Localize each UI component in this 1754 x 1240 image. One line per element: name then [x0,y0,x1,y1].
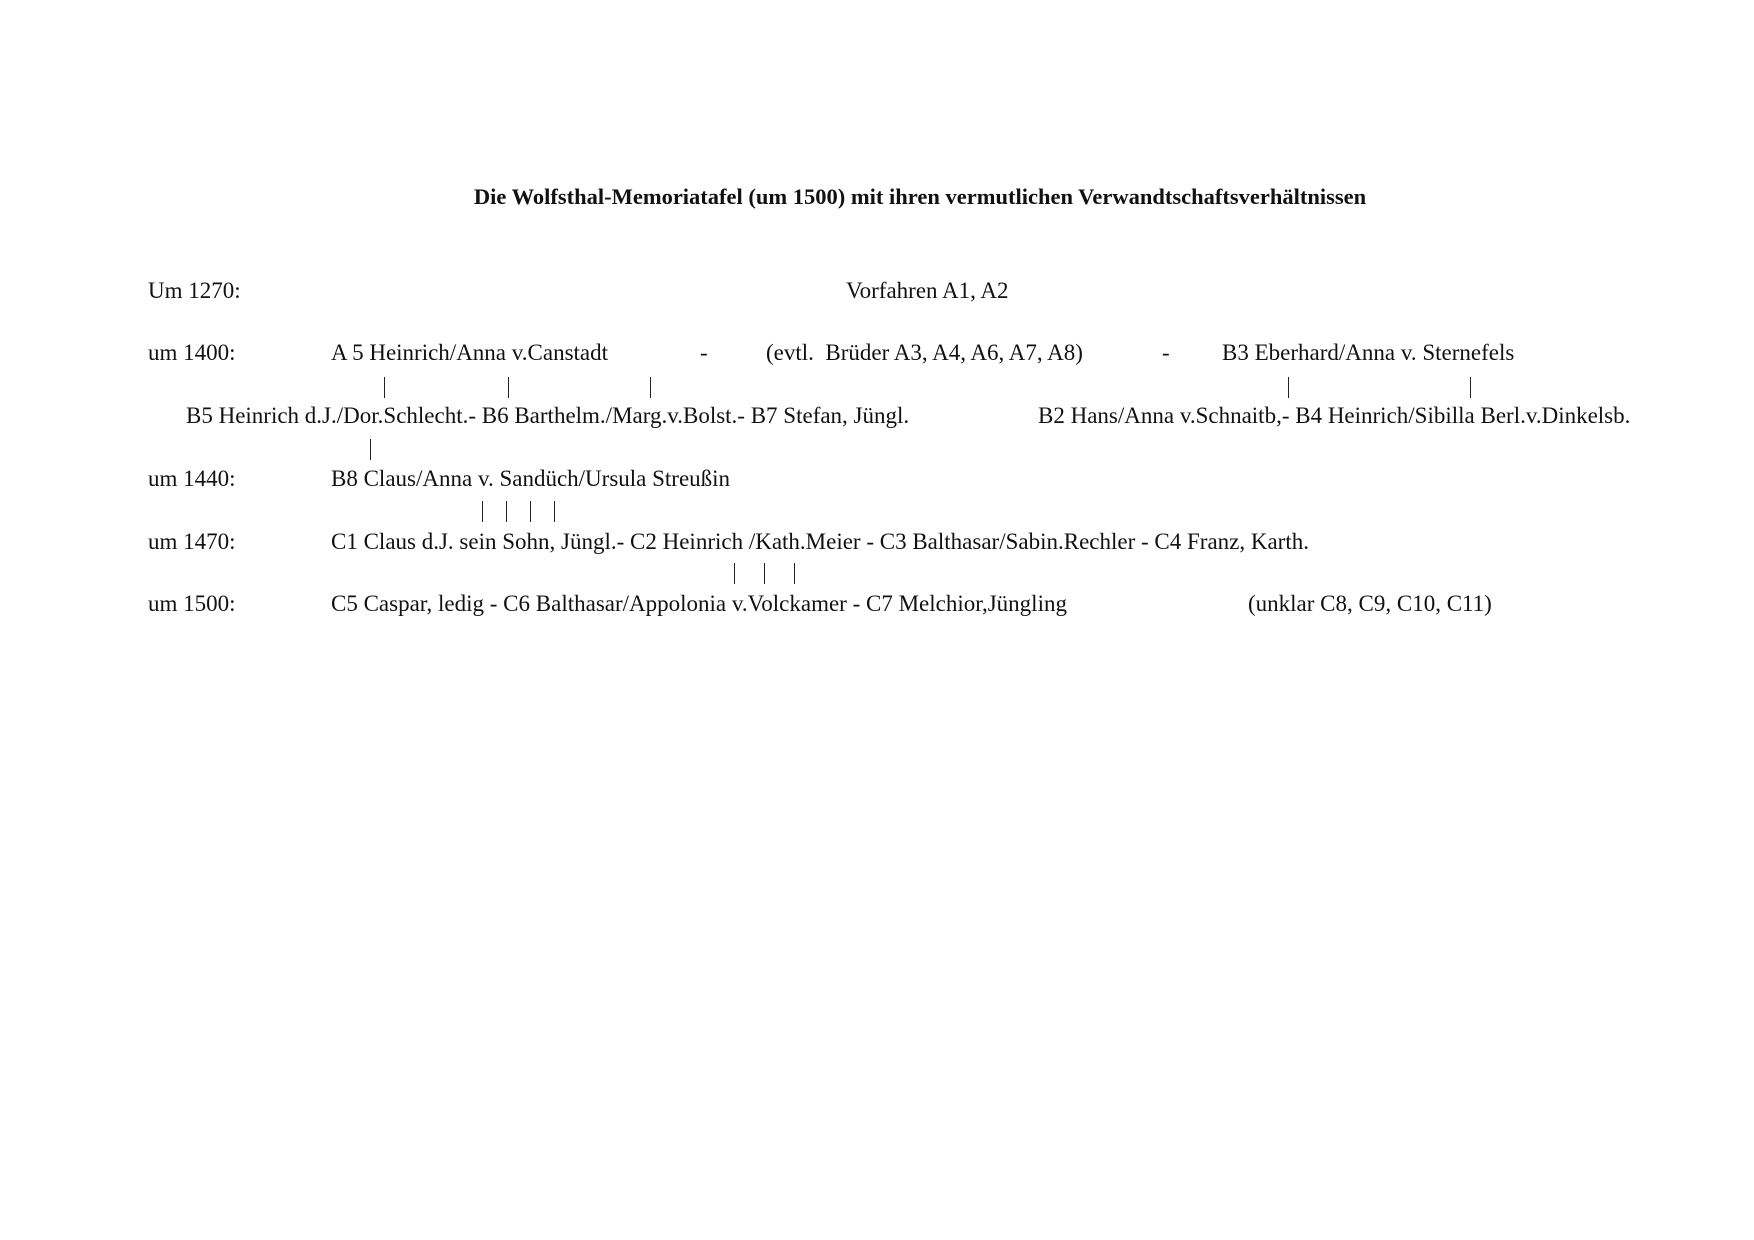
connector-line [650,377,651,398]
row-1400-dash-2: - [1162,340,1170,365]
row-1270-label: Um 1270: [148,278,241,303]
row-1400-middle: (evtl. Brüder A3, A4, A6, A7, A8) [766,340,1083,365]
row-1400-dash-1: - [700,340,708,365]
row-1470-label: um 1470: [148,529,236,554]
row-1270-text: Vorfahren A1, A2 [846,278,1009,303]
row-1400-left: A 5 Heinrich/Anna v.Canstadt [331,340,609,365]
connector-line [794,563,795,584]
row-1440-label: um 1440: [148,466,236,491]
row-1400-right: B3 Eberhard/Anna v. Sternefels [1222,340,1515,365]
connector-line [554,501,555,522]
connector-line [370,439,371,460]
row-b-left: B5 Heinrich d.J./Dor.Schlecht.- B6 Barthelm./Marg.v.Bolst.- B7 Stefan, Jüngl. [186,403,910,428]
row-1500-label: um 1500: [148,591,236,616]
connector-line [506,501,507,522]
connector-line [384,377,385,398]
connector-line [530,501,531,522]
row-1500-text: C5 Caspar, ledig - C6 Balthasar/Appolonia v.Volckamer - C7 Melchior,Jüngling [331,591,1067,616]
connector-line [734,563,735,584]
row-1500-unclear: (unklar C8, C9, C10, C11) [1248,591,1492,616]
connector-line [1470,377,1471,398]
row-b-right: B2 Hans/Anna v.Schnaitb,- B4 Heinrich/Sibilla Berl.v.Dinkelsb. [1038,403,1631,428]
row-1470-text: C1 Claus d.J. sein Sohn, Jüngl.- C2 Heinrich /Kath.Meier - C3 Balthasar/Sabin.Rechler - C4 Franz, Karth. [331,529,1309,554]
row-1400-label: um 1400: [148,340,236,365]
connector-line [764,563,765,584]
connector-line [1288,377,1289,398]
document-title: Die Wolfsthal-Memoriatafel (um 1500) mit ihren vermutlichen Verwandtschaftsverhältnissen [473,184,1367,209]
connector-line [508,377,509,398]
connector-line [482,501,483,522]
row-1440-text: B8 Claus/Anna v. Sandüch/Ursula Streußin [331,466,731,491]
